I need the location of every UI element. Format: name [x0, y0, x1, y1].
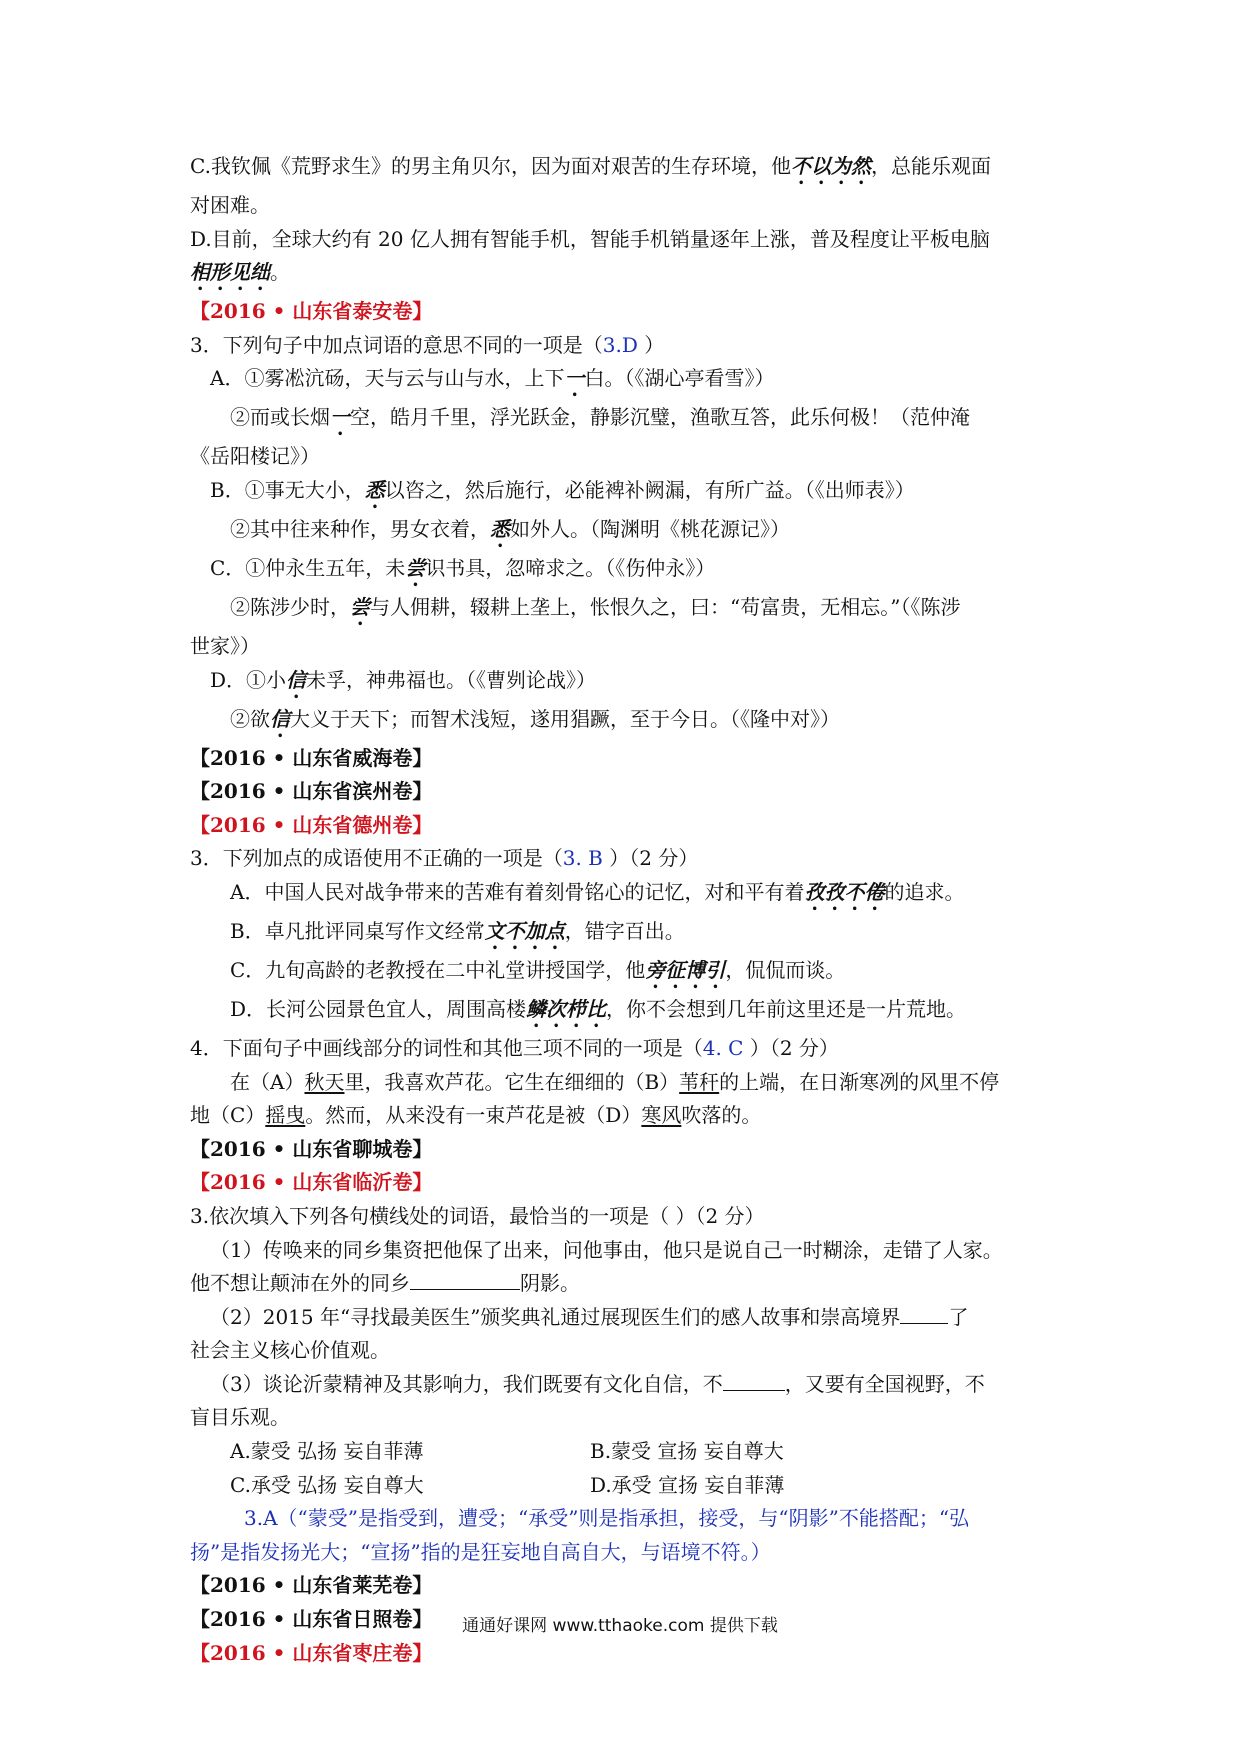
answer-text: 3.D — [602, 332, 638, 357]
option-d-line-2 — [190, 256, 1060, 295]
option-c-2-cont: 世家》） — [190, 633, 260, 658]
sentence-3 — [190, 1368, 1060, 1402]
text: 以咨之，然后施行，必能裨补阙漏，有所广益。（《出师表》） — [384, 477, 915, 502]
underlined-word: 寒风 — [641, 1103, 682, 1128]
underlined-word: 秋天 — [304, 1069, 345, 1094]
heading-taian: 【2016 • 山东省泰安卷】 — [190, 299, 433, 324]
text: B．卓凡批评同桌写作文经常 — [230, 918, 485, 943]
answer-text: 3. B — [562, 846, 603, 871]
text: 3．下列句子中加点词语的意思不同的一项是（ — [190, 332, 603, 357]
text: 空，皓月千里，浮光跃金，静影沉璧，渔歌互答，此乐何极！（范仲淹 — [350, 405, 970, 430]
options-row-2 — [190, 1469, 1060, 1503]
dotted-idiom: 旁征博引 — [645, 957, 726, 982]
text: 识书具，忽啼求之。（《伤仲永》） — [425, 555, 716, 580]
text: D．长河公园景色宜人，周围高楼 — [230, 996, 527, 1021]
text: 了 — [948, 1304, 969, 1329]
heading-binzhou: 【2016 • 山东省滨州卷】 — [190, 779, 433, 804]
text: ）（2 分） — [743, 1035, 839, 1060]
heading-zaozhuang: 【2016 • 山东省枣庄卷】 — [190, 1640, 433, 1665]
option-d-2 — [190, 703, 1060, 742]
text: （2）2015 年“寻找最美医生”颁奖典礼通过展现医生们的感人故事和崇高境界 — [210, 1304, 901, 1329]
dotted-word: 一 — [330, 405, 350, 430]
sentence-2-cont: 社会主义核心价值观。 — [190, 1338, 390, 1363]
text: ②欲 — [230, 706, 270, 731]
text: 他不想让颠沛在外的同乡 — [190, 1271, 410, 1296]
question-3-stem — [190, 329, 1060, 363]
option-a-2-cont: 《岳阳楼记》） — [190, 444, 320, 469]
text: 。然而，从来没有一束芦花是被（D） — [305, 1103, 642, 1128]
option-a: A.蒙受 弘扬 妄自菲薄 — [230, 1439, 424, 1464]
dotted-word: 尝 — [405, 555, 426, 580]
text: 地（C） — [190, 1103, 266, 1128]
text: C．①仲永生五年，未 — [210, 555, 406, 580]
text: ，错字百出。 — [564, 918, 685, 943]
text: ，你不会想到几年前这里还是一片荒地。 — [606, 996, 967, 1021]
option-c — [190, 954, 1060, 993]
answer-explanation-cont: 扬”是指发扬光大；“宣扬”指的是狂妄地自高自大，与语境不符。） — [190, 1539, 771, 1564]
option-c-line-2: 对困难。 — [190, 193, 270, 217]
document-body — [190, 150, 1060, 1670]
text: 3．下列加点的成语使用不正确的一项是（ — [190, 846, 563, 871]
text: ，又要有全国视野，不 — [784, 1371, 985, 1396]
dotted-idiom: 孜孜不倦 — [804, 879, 885, 904]
heading-dezhou: 【2016 • 山东省德州卷】 — [190, 812, 433, 837]
heading-rizhao: 【2016 • 山东省日照卷】 — [190, 1607, 433, 1632]
options-row-1 — [190, 1435, 1060, 1469]
heading-weihai: 【2016 • 山东省威海卷】 — [190, 745, 433, 770]
text: A．中国人民对战争带来的苦难有着刻骨铭心的记忆，对和平有着 — [230, 879, 805, 904]
dotted-word: 悉 — [364, 477, 385, 502]
text: 。 — [270, 260, 290, 285]
fill-blank — [900, 1303, 948, 1324]
option-c-2 — [190, 591, 1060, 630]
sentence-2 — [190, 1301, 1060, 1335]
text: 未孚，神弗福也。（《曹刿论战》） — [306, 667, 597, 692]
option-d: D.承受 宣扬 妄自菲薄 — [590, 1472, 785, 1497]
option-d-line: D.目前，全球大约有 20 亿人拥有智能手机，智能手机销量逐年上涨，普及程度让平板电脑 — [190, 226, 990, 251]
heading-laiwu: 【2016 • 山东省莱芜卷】 — [190, 1573, 433, 1598]
heading-linyi: 【2016 • 山东省临沂卷】 — [190, 1170, 433, 1195]
text: 里，我喜欢芦花。它生在细细的（B） — [344, 1069, 680, 1094]
text: ②其中往来种作，男女衣着， — [230, 516, 490, 541]
text: 大义于天下；而智术浅短，遂用猖蹶，至于今日。（《隆中对》） — [290, 706, 840, 731]
option-b: B.蒙受 宣扬 妄自尊大 — [590, 1439, 784, 1464]
dotted-phrase: 相形见绌 — [190, 260, 270, 285]
page-footer: 通通好课网 www.tthaoke.com 提供下载 — [462, 1616, 778, 1636]
text: ②而或长烟 — [230, 405, 330, 430]
text: C．九旬高龄的老教授在二中礼堂讲授国学，他 — [230, 957, 646, 982]
answer-explanation: 3.A（“蒙受”是指受到，遭受；“承受”则是指承担，接受，与“阴影”不能搭配；“弘 — [244, 1506, 970, 1531]
passage-line-1 — [190, 1066, 1060, 1100]
option-b — [190, 915, 1060, 954]
text: A．①雾凇沆砀，天与云与山与水，上下 — [210, 366, 565, 391]
text: C.我钦佩《荒野求生》的男主角贝尔，因为面对艰苦的生存环境，他 — [190, 154, 791, 178]
option-d — [190, 993, 1060, 1032]
text: 与人佣耕，辍耕上垄上，怅恨久之，曰：“苟富贵，无相忘。”（《陈涉 — [370, 594, 961, 619]
fill-blank — [723, 1370, 785, 1391]
question-3-stem: 3.依次填入下列各句横线处的词语，最恰当的一项是（ ）（2 分） — [190, 1203, 765, 1228]
text: 4．下面句子中画线部分的词性和其他三项不同的一项是（ — [190, 1035, 703, 1060]
option-b-2 — [190, 513, 1060, 552]
option-c-1 — [190, 552, 1060, 591]
question-4-stem — [190, 1032, 1060, 1066]
text: ②陈涉少时， — [230, 594, 350, 619]
dotted-phrase: 不以为然 — [790, 154, 871, 178]
text: 的追求。 — [884, 879, 965, 904]
dotted-word: 信 — [286, 667, 307, 692]
option-c-line — [190, 150, 1060, 189]
text: ，侃侃而谈。 — [725, 957, 846, 982]
dotted-word: 悉 — [490, 516, 510, 541]
underlined-word: 苇秆 — [679, 1069, 720, 1094]
dotted-word: 一 — [564, 366, 585, 391]
heading-liaocheng: 【2016 • 山东省聊城卷】 — [190, 1136, 433, 1161]
dotted-word: 尝 — [350, 594, 370, 619]
sentence-1-cont — [190, 1267, 1060, 1301]
option-b-1 — [190, 474, 1060, 513]
text: ）（2 分） — [602, 846, 699, 871]
option-d-1 — [190, 664, 1060, 703]
dotted-idiom: 文不加点 — [484, 918, 565, 943]
dotted-idiom: 鳞次栉比 — [526, 996, 607, 1021]
text: （3）谈论沂蒙精神及其影响力，我们既要有文化自信，不 — [210, 1371, 723, 1396]
question-3-stem — [190, 842, 1060, 876]
text: 在（A） — [230, 1069, 305, 1094]
text: 如外人。（陶渊明《桃花源记》） — [510, 516, 790, 541]
text: 白。（《湖心亭看雪》） — [584, 366, 775, 391]
text: 阴影。 — [520, 1271, 580, 1296]
sentence-3-cont: 盲目乐观。 — [190, 1405, 290, 1430]
text: 吹落的。 — [681, 1103, 762, 1128]
sentence-1: （1）传唤来的同乡集资把他保了出来，问他事由，他只是说自己一时糊涂，走错了人家。 — [210, 1237, 1003, 1262]
text: ） — [637, 332, 665, 357]
answer-text: 4. C — [702, 1035, 744, 1060]
text: B．①事无大小， — [210, 477, 365, 502]
text: D．①小 — [210, 667, 287, 692]
option-a — [190, 876, 1060, 915]
text: ，总能乐观面 — [870, 154, 991, 178]
passage-line-2 — [190, 1099, 1060, 1133]
option-a-1 — [190, 362, 1060, 401]
text: 的上端，在日渐寒冽的风里不停 — [719, 1069, 1000, 1094]
dotted-word: 信 — [270, 706, 290, 731]
option-c: C.承受 弘扬 妄自尊大 — [230, 1472, 424, 1497]
option-a-2 — [190, 401, 1060, 440]
underlined-word: 摇曳 — [265, 1103, 306, 1128]
fill-blank — [410, 1269, 520, 1290]
